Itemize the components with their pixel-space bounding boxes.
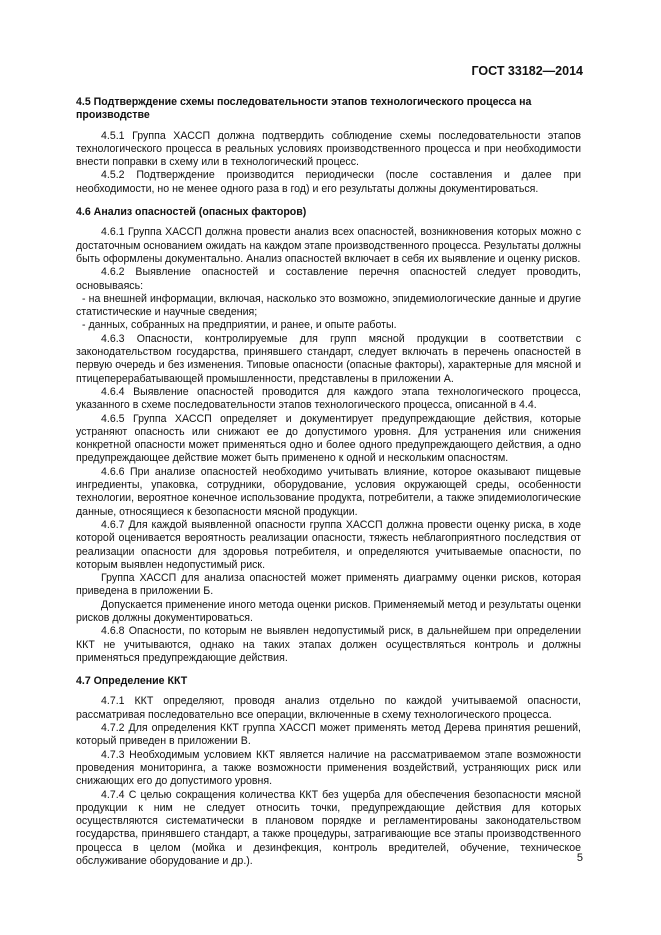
- paragraph: 4.5.2 Подтверждение производится периодически (после составления и далее при необходимости, но не менее одного раза в год) и его результаты должны документироваться.: [76, 169, 581, 195]
- section-heading-4-5: 4.5 Подтверждение схемы последовательности этапов технологического процесса на производстве: [76, 96, 532, 122]
- paragraph: 4.6.8 Опасности, по которым не выявлен недопустимый риск, в дальнейшем при определении ККТ не учитываются, однако на таких этапах должен осуществляться контроль и должны применяться предупреждающие действия.: [76, 625, 581, 664]
- paragraph: 4.6.2 Выявление опасностей и составление перечня опасностей следует проводить, основываясь:: [76, 266, 581, 292]
- paragraph: 4.6.7 Для каждой выявленной опасности группа ХАССП должна провести оценку риска, в ходе которой оценивается вероятность реализации опасности, тяжесть неблагоприятного последствия от реализации опасности для здоровья потребителя, и определяются учитываемые опасности, по которым выявлен недопустимый риск.: [76, 518, 581, 571]
- list-item: - данных, собранных на предприятии, и ранее, и опыте работы.: [82, 319, 397, 332]
- paragraph: 4.7.3 Необходимым условием ККТ является наличие на рассматриваемом этапе возможности проведения мониторинга, а также возможности применения воздействий, устраняющих риск или снижающих его до допустимого уровня.: [76, 748, 581, 788]
- section-heading-4-7: 4.7 Определение ККТ: [76, 675, 188, 688]
- paragraph: 4.7.4 С целью сокращения количества ККТ без ущерба для обеспечения безопасности мясной продукции к ним не следует относить точки, предупреждающие действия для которых осуществляются систематически в плановом порядке и регламентированы законодательством государства, принявшего стандарт, а также процедуры, затрагивающие все этапы производственного процесса в целом (мойка и дезинфекция, контроль вредителей, обучение, техническое обслуживание оборудование и др.).: [76, 788, 581, 868]
- paragraph: 4.6.4 Выявление опасностей проводится для каждого этапа технологического процесса, указанного в схеме последовательности этапов технологического процесса, описанной в 4.4.: [76, 385, 581, 412]
- paragraph: 4.6.1 Группа ХАССП должна провести анализ всех опасностей, возникновения которых можно с достаточным основанием ожидать на каждом этапе производственного процесса. Результаты должны быть оформлены документально. Анализ опасностей включает в себя их выявление и оценку рисков.: [76, 226, 582, 265]
- paragraph: 4.7.2 Для определения ККТ группа ХАССП может применять метод Дерева принятия решений, который приведен в приложении В.: [76, 722, 581, 748]
- paragraph: 4.6.5 Группа ХАССП определяет и документирует предупреждающие действия, которые устраняют опасность или снижают ее до допустимого уровня. Для устранения или снижения конкретной опасности может применяться одно и более одного предупреждающего действия, а одно предупреждающее действие может быть применено к одной и нескольким опасностям.: [76, 412, 581, 465]
- paragraph: Группа ХАССП для анализа опасностей может применять диаграмму оценки рисков, которая приведена в приложении Б.: [76, 572, 581, 598]
- list-item: - на внешней информации, включая, насколько это возможно, эпидемиологические данные и другие статистические и научные сведения;: [76, 292, 581, 319]
- paragraph: 4.7.1 ККТ определяют, проводя анализ отдельно по каждой учитываемой опасности, рассматривая последовательно все операции, включенные в схему технологического процесса.: [76, 695, 581, 721]
- paragraph: 4.5.1 Группа ХАССП должна подтвердить соблюдение схемы последовательности этапов технологического процесса в реальных условиях производственного процесса и при необходимости внести поправки в схему или в технологический процесс.: [76, 129, 581, 169]
- paragraph: 4.6.6 При анализе опасностей необходимо учитывать влияние, которое оказывают пищевые ингредиенты, упаковка, сотрудники, оборудование, условия окружающей среды, особенности технологии, вероятное конечное использование продукта, потребители, а также эпидемиологические данные, относящиеся к безопасности мясной продукции.: [76, 465, 581, 518]
- document-body: [76, 96, 581, 868]
- paragraph: Допускается применение иного метода оценки рисков. Применяемый метод и результаты оценки рисков должны документироваться.: [76, 598, 581, 624]
- standard-code: ГОСТ 33182—2014: [471, 64, 583, 78]
- section-heading-4-6: 4.6 Анализ опасностей (опасных факторов): [76, 206, 307, 219]
- page-number: 5: [576, 852, 583, 864]
- paragraph: 4.6.3 Опасности, контролируемые для групп мясной продукции в соответствии с законодательством государства, принявшего стандарт, следует включать в перечень опасностей в первую очередь и без изменения. Типовые опасности (опасные факторы), характерные для мясной и птицеперерабатывающей промышленности, представлены в приложении А.: [76, 332, 581, 385]
